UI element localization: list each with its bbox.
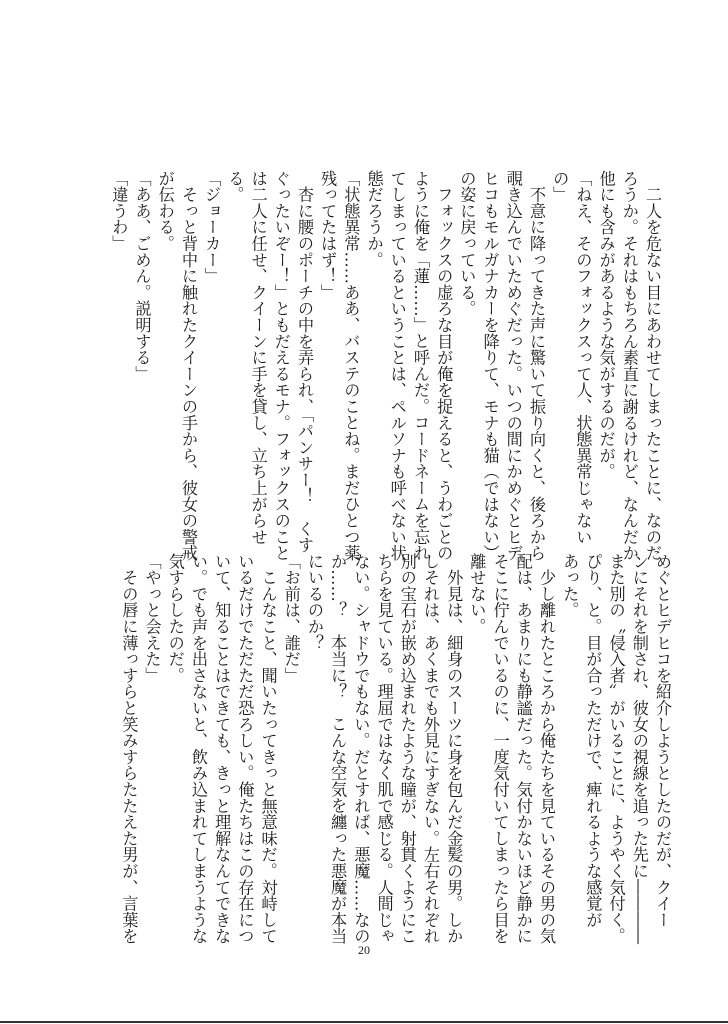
- text-line: あった。: [560, 553, 580, 619]
- text-line: 残ってたはず！」: [318, 170, 338, 301]
- text-line: 気すらしたのだ。: [165, 553, 185, 684]
- text-line: てしまっているということは、ペルソナも呼べない状: [387, 170, 407, 562]
- text-line: る。: [225, 170, 245, 203]
- text-line: 少し離れたところから俺たちを見ているその男の気: [536, 553, 556, 945]
- text-line: ンにそれを制され、彼女の視線を追った先に――――: [629, 553, 649, 945]
- text-line: また別の〝侵入者〟がいることに、ようやく気付く。: [606, 553, 626, 945]
- text-line: ように俺を「蓮……」と呼んだ。コードネームを忘れ: [410, 170, 430, 562]
- text-line: 二人を危ない目にあわせてしまったことに、なのだ: [643, 170, 662, 562]
- page-number: 20: [358, 943, 370, 957]
- text-line: が伝わる。: [155, 170, 175, 252]
- text-line: ちらを見ている。理屈ではなく肌で感じる。人間じゃ: [374, 553, 394, 945]
- text-line: ぐったいぞー！」ともだえるモナ。フォックスのこと: [271, 170, 291, 562]
- text-line: 覗き込んでいためぐだった。いつの間にかめぐとヒデ: [503, 170, 523, 562]
- text-line: 離せない。: [467, 553, 487, 635]
- text-line: 外見は、細身のスーツに身を包んだ金髪の男。しか: [444, 553, 464, 945]
- text-line: しそれは、あくまでも外見にすぎない。左右それぞれ: [420, 553, 440, 945]
- text-line: 「ねえ、そのフォックスって人、状態異常じゃない: [573, 170, 593, 545]
- text-line: ヒコもモルガナカーを降りて、モナも猫（ではない）: [480, 170, 500, 562]
- text-line: ない。シャドウでもない。だとすれば、悪魔……なの: [351, 553, 371, 945]
- text-line: いるだけでただただ恐ろしい。俺たちはこの存在につ: [235, 553, 255, 945]
- text-line: 他にも含みがあるような気がするのだが。: [596, 170, 616, 480]
- text-line: 別の宝石が嵌め込まれたような瞳が、射貫くようにこ: [397, 553, 417, 945]
- upper-text-block: [107, 170, 664, 562]
- text-line: その唇に薄っすらと笑みすらたたえた男が、言葉を: [119, 553, 139, 945]
- text-line: い。でも声を出さないと、飲み込まれてしまうような: [188, 553, 208, 945]
- text-line: ぴり、と。目が合っただけで、痺れるような感覚が: [583, 553, 603, 928]
- text-line: いて、知ることはできても、きっと理解なんてできな: [212, 553, 232, 945]
- text-line: 不意に降ってきた声に驚いて振り向くと、後ろから: [526, 170, 546, 562]
- text-line: 態だろうか。: [364, 170, 384, 268]
- lower-text-block: [117, 553, 674, 945]
- text-line: めぐとヒデヒコを紹介しようとしたのだが、クイー: [653, 553, 672, 928]
- text-line: 杏に腰のポーチの中を弄られ、「パンサー！ くす: [294, 170, 314, 554]
- text-line: 「お前は、誰だ」: [281, 553, 301, 684]
- text-line: 「ああ、ごめん。説明する」: [132, 170, 152, 382]
- text-line: そっと背中に触れたクイーンの手から、彼女の警戒: [178, 170, 198, 562]
- text-line: は二人に任せ、クイーンに手を貸し、立ち上がらせ: [248, 170, 268, 545]
- text-line: ろうか。それはもちろん素直に謝るけれど、なんだか: [619, 170, 639, 562]
- text-line: 「ジョーカー」: [202, 170, 222, 285]
- text-line: そこに佇んでいるのに、一度気付いてしまったら目を: [490, 553, 510, 945]
- text-line: 配は、あまりにも静謐だった。気付かないほど静かに: [513, 553, 533, 945]
- text-line: フォックスの虚ろな目が俺を捉えると、うわごとの: [434, 170, 454, 562]
- text-line: 「違うわ」: [109, 170, 129, 252]
- text-line: にいるのか？: [304, 553, 324, 651]
- text-line: か……？ 本当に？ こんな空気を纏った悪魔が本当: [328, 553, 348, 945]
- text-line: こんなこと、聞いたってきっと無意味だ。対峙して: [258, 553, 278, 945]
- text-line: 「状態異常……ああ、バステのことね。まだひとつ薬: [341, 170, 361, 562]
- bottom-rule: [0, 1021, 728, 1023]
- text-line: 「やっと会えた」: [142, 553, 162, 684]
- text-line: の」: [550, 170, 570, 203]
- text-line: の姿に戻っている。: [457, 170, 477, 317]
